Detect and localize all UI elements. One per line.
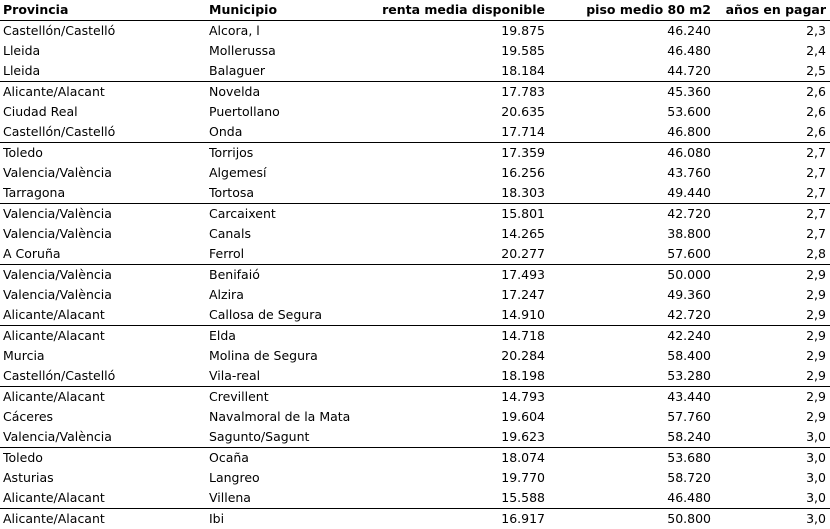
cell-piso[interactable]: 45.360 (667, 84, 711, 99)
header-renta[interactable]: renta media disponible (382, 2, 545, 17)
cell-provincia[interactable]: Lleida (3, 43, 41, 58)
cell-piso[interactable]: 57.600 (667, 246, 711, 261)
cell-renta[interactable]: 19.770 (501, 470, 545, 485)
cell-municipio[interactable]: Vila-real (209, 368, 261, 383)
table-row (0, 325, 830, 346)
cell-renta[interactable]: 19.585 (501, 43, 545, 58)
cell-anos[interactable]: 2,9 (806, 409, 826, 424)
header-provincia[interactable]: Provincia (3, 2, 69, 17)
cell-provincia[interactable]: Toledo (3, 450, 43, 465)
cell-municipio[interactable]: Puertollano (209, 104, 280, 119)
cell-piso[interactable]: 58.400 (667, 348, 711, 363)
cell-piso[interactable]: 46.480 (667, 43, 711, 58)
cell-renta[interactable]: 20.635 (501, 104, 545, 119)
cell-piso[interactable]: 57.760 (667, 409, 711, 424)
cell-municipio[interactable]: Balaguer (209, 63, 266, 78)
cell-provincia[interactable]: Alicante/Alacant (3, 84, 105, 99)
cell-renta[interactable]: 17.714 (501, 124, 545, 139)
cell-anos[interactable]: 2,4 (806, 43, 826, 58)
cell-anos[interactable]: 3,0 (806, 429, 826, 444)
table-row (0, 61, 830, 81)
cell-provincia[interactable]: Valencia/València (3, 267, 112, 282)
table-row (0, 468, 830, 488)
table-row (0, 102, 830, 122)
cell-piso[interactable]: 46.480 (667, 490, 711, 505)
cell-municipio[interactable]: Benifaió (209, 267, 260, 282)
cell-provincia[interactable]: Alicante/Alacant (3, 389, 105, 404)
header-row (0, 0, 830, 21)
cell-provincia[interactable]: Valencia/València (3, 165, 112, 180)
cell-piso[interactable]: 43.440 (667, 389, 711, 404)
cell-municipio[interactable]: Langreo (209, 470, 260, 485)
cell-anos[interactable]: 2,9 (806, 307, 826, 322)
cell-renta[interactable]: 17.359 (501, 145, 545, 160)
table-row (0, 183, 830, 203)
cell-anos[interactable]: 3,0 (806, 470, 826, 485)
table-row (0, 224, 830, 244)
cell-municipio[interactable]: Molina de Segura (209, 348, 318, 363)
table-row (0, 285, 830, 305)
cell-provincia[interactable]: Valencia/València (3, 287, 112, 302)
cell-piso[interactable]: 53.680 (667, 450, 711, 465)
table-row (0, 122, 830, 142)
cell-municipio[interactable]: Ibi (209, 511, 225, 526)
cell-municipio[interactable]: Ocaña (209, 450, 249, 465)
cell-provincia[interactable]: Alicante/Alacant (3, 328, 105, 343)
cell-anos[interactable]: 3,0 (806, 511, 826, 526)
cell-provincia[interactable]: Cáceres (3, 409, 54, 424)
table-row (0, 366, 830, 386)
cell-piso[interactable]: 50.000 (667, 267, 711, 282)
cell-renta[interactable]: 19.623 (501, 429, 545, 444)
cell-renta[interactable]: 17.783 (501, 84, 545, 99)
cell-municipio[interactable]: Torrijos (209, 145, 254, 160)
cell-anos[interactable]: 2,7 (806, 226, 826, 241)
cell-piso[interactable]: 50.800 (667, 511, 711, 526)
cell-provincia[interactable]: Tarragona (3, 185, 66, 200)
cell-municipio[interactable]: Mollerussa (209, 43, 276, 58)
cell-renta[interactable]: 14.793 (501, 389, 545, 404)
table-row (0, 41, 830, 61)
table-row (0, 81, 830, 102)
cell-piso[interactable]: 49.440 (667, 185, 711, 200)
cell-provincia[interactable]: Castellón/Castelló (3, 368, 116, 383)
cell-renta[interactable]: 17.493 (501, 267, 545, 282)
cell-renta[interactable]: 17.247 (501, 287, 545, 302)
cell-provincia[interactable]: A Coruña (3, 246, 61, 261)
cell-piso[interactable]: 46.240 (667, 23, 711, 38)
table-row (0, 142, 830, 163)
cell-piso[interactable]: 53.600 (667, 104, 711, 119)
cell-provincia[interactable]: Alicante/Alacant (3, 307, 105, 322)
table-row (0, 346, 830, 366)
cell-municipio[interactable]: Sagunto/Sagunt (209, 429, 310, 444)
cell-anos[interactable]: 2,8 (806, 246, 826, 261)
cell-renta[interactable]: 20.284 (501, 348, 545, 363)
cell-anos[interactable]: 2,6 (806, 84, 826, 99)
cell-provincia[interactable]: Murcia (3, 348, 45, 363)
cell-anos[interactable]: 2,9 (806, 328, 826, 343)
table-body (0, 21, 830, 529)
cell-renta[interactable]: 16.256 (501, 165, 545, 180)
cell-renta[interactable]: 20.277 (501, 246, 545, 261)
cell-provincia[interactable]: Valencia/València (3, 429, 112, 444)
cell-anos[interactable]: 2,7 (806, 145, 826, 160)
cell-anos[interactable]: 2,5 (806, 63, 826, 78)
cell-anos[interactable]: 2,9 (806, 267, 826, 282)
cell-anos[interactable]: 2,9 (806, 389, 826, 404)
cell-provincia[interactable]: Asturias (3, 470, 54, 485)
table-row (0, 163, 830, 183)
cell-piso[interactable]: 58.720 (667, 470, 711, 485)
cell-municipio[interactable]: Carcaixent (209, 206, 276, 221)
table-row (0, 203, 830, 224)
table-row (0, 508, 830, 529)
table-row (0, 427, 830, 447)
table-row (0, 264, 830, 285)
cell-provincia[interactable]: Alicante/Alacant (3, 511, 105, 526)
cell-renta[interactable]: 18.198 (501, 368, 545, 383)
cell-piso[interactable]: 58.240 (667, 429, 711, 444)
cell-renta[interactable]: 18.074 (501, 450, 545, 465)
cell-municipio[interactable]: Ferrol (209, 246, 245, 261)
cell-anos[interactable]: 2,6 (806, 124, 826, 139)
cell-piso[interactable]: 42.720 (667, 307, 711, 322)
cell-piso[interactable]: 53.280 (667, 368, 711, 383)
cell-municipio[interactable]: Algemesí (209, 165, 267, 180)
cell-municipio[interactable]: Alzira (209, 287, 244, 302)
cell-piso[interactable]: 42.240 (667, 328, 711, 343)
cell-anos[interactable]: 3,0 (806, 490, 826, 505)
table-row (0, 305, 830, 325)
cell-renta[interactable]: 19.875 (501, 23, 545, 38)
cell-anos[interactable]: 2,3 (806, 23, 826, 38)
cell-municipio[interactable]: Canals (209, 226, 251, 241)
cell-renta[interactable]: 15.588 (501, 490, 545, 505)
cell-anos[interactable]: 2,9 (806, 368, 826, 383)
cell-provincia[interactable]: Castellón/Castelló (3, 124, 116, 139)
cell-provincia[interactable]: Ciudad Real (3, 104, 78, 119)
cell-anos[interactable]: 2,9 (806, 348, 826, 363)
cell-municipio[interactable]: Elda (209, 328, 236, 343)
header-piso[interactable]: piso medio 80 m2 (586, 2, 711, 17)
cell-renta[interactable]: 15.801 (501, 206, 545, 221)
cell-municipio[interactable]: Novelda (209, 84, 261, 99)
table-row (0, 407, 830, 427)
table-row (0, 21, 830, 41)
cell-piso[interactable]: 46.080 (667, 145, 711, 160)
table-row (0, 386, 830, 407)
cell-provincia[interactable]: Alicante/Alacant (3, 490, 105, 505)
cell-piso[interactable]: 38.800 (667, 226, 711, 241)
cell-municipio[interactable]: Onda (209, 124, 243, 139)
cell-municipio[interactable]: Navalmoral de la Mata (209, 409, 351, 424)
cell-municipio[interactable]: Alcora, l (209, 23, 260, 38)
cell-provincia[interactable]: Valencia/València (3, 226, 112, 241)
cell-piso[interactable]: 43.760 (667, 165, 711, 180)
cell-municipio[interactable]: Crevillent (209, 389, 269, 404)
cell-municipio[interactable]: Callosa de Segura (209, 307, 323, 322)
cell-anos[interactable]: 2,7 (806, 165, 826, 180)
cell-municipio[interactable]: Villena (209, 490, 251, 505)
cell-anos[interactable]: 2,7 (806, 206, 826, 221)
cell-anos[interactable]: 2,6 (806, 104, 826, 119)
cell-provincia[interactable]: Valencia/València (3, 206, 112, 221)
header-municipio[interactable]: Municipio (209, 2, 278, 17)
table-row (0, 447, 830, 468)
cell-municipio[interactable]: Tortosa (209, 185, 255, 200)
cell-provincia[interactable]: Castellón/Castelló (3, 23, 116, 38)
cell-renta[interactable]: 18.303 (501, 185, 545, 200)
cell-renta[interactable]: 18.184 (501, 63, 545, 78)
cell-renta[interactable]: 19.604 (501, 409, 545, 424)
cell-renta[interactable]: 14.265 (501, 226, 545, 241)
cell-piso[interactable]: 46.800 (667, 124, 711, 139)
cell-renta[interactable]: 14.910 (501, 307, 545, 322)
cell-piso[interactable]: 44.720 (667, 63, 711, 78)
cell-piso[interactable]: 42.720 (667, 206, 711, 221)
table-row (0, 244, 830, 264)
cell-provincia[interactable]: Lleida (3, 63, 41, 78)
cell-renta[interactable]: 16.917 (501, 511, 545, 526)
cell-piso[interactable]: 49.360 (667, 287, 711, 302)
cell-renta[interactable]: 14.718 (501, 328, 545, 343)
header-anos[interactable]: años en pagar (725, 2, 826, 17)
cell-anos[interactable]: 3,0 (806, 450, 826, 465)
cell-anos[interactable]: 2,9 (806, 287, 826, 302)
cell-provincia[interactable]: Toledo (3, 145, 43, 160)
cell-anos[interactable]: 2,7 (806, 185, 826, 200)
table-row (0, 488, 830, 508)
